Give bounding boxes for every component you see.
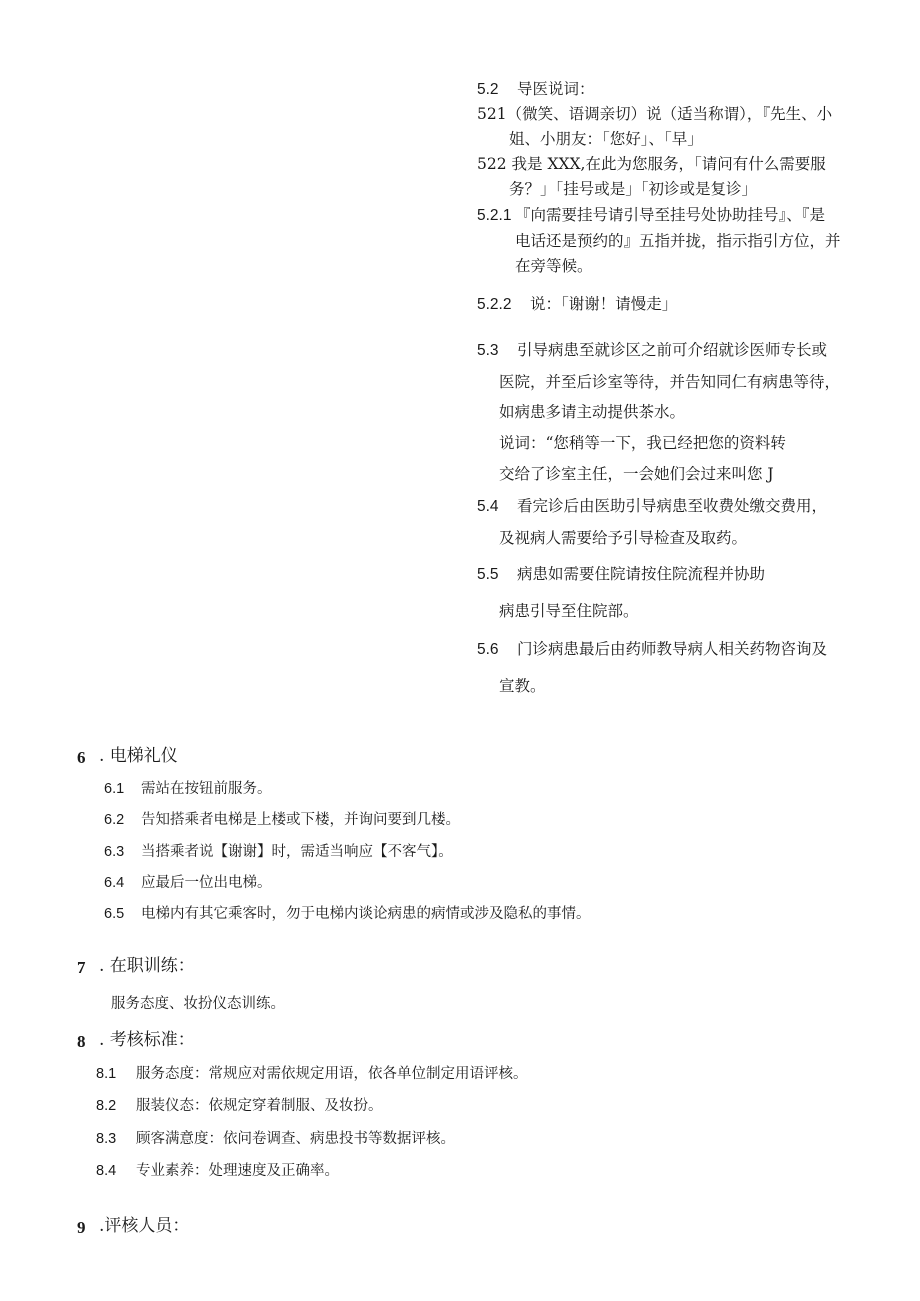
item-text: 顾客满意度：依问卷调查、病患投书等数据评核。 [136, 1131, 455, 1147]
section-title: . 考核标准： [99, 1030, 195, 1050]
item-number: 6.1 [104, 781, 125, 797]
item-text-line: 522 我是 XXX,在此为您服务，「请问有什么需要服 [477, 155, 826, 173]
section-body: 服务态度、妆扮仪态训练。 [111, 996, 285, 1012]
item-number: 5.4 [477, 498, 499, 515]
item-text: 告知搭乘者电梯是上楼或下楼，并询问要到几楼。 [141, 812, 460, 828]
item-number: 8.1 [96, 1066, 117, 1082]
item-number: 6.3 [104, 844, 125, 860]
item-text: 导医说词： [517, 80, 595, 98]
item-text: 专业素养：处理速度及正确率。 [136, 1163, 339, 1179]
section-title: . 电梯礼仪 [99, 746, 178, 766]
item-text-line: 521（微笑、语调亲切）说（适当称谓），『先生、小 [477, 105, 833, 123]
item-text-line: 务？」「挂号或是」「初诊或是复诊」 [509, 180, 758, 198]
item-text: 需站在按钮前服务。 [141, 781, 272, 797]
item-number: 8.3 [96, 1131, 117, 1147]
item-text-line: 电话还是预约的』五指并拢，指示指引方位，并 [515, 232, 841, 250]
item-text: 当搭乘者说【谢谢】时，需适当响应【不客气】。 [141, 844, 453, 860]
item-number: 8.4 [96, 1163, 117, 1179]
item-text-line: 病患如需要住院请按住院流程并协助 [517, 565, 766, 583]
item-text-line: 引导病患至就诊区之前可介绍就诊医师专长或 [517, 341, 828, 359]
item-text-line: 及视病人需要给予引导检查及取药。 [499, 529, 748, 547]
item-number: 6.2 [104, 812, 125, 828]
section-number: 7 [77, 958, 86, 977]
item-text-line: 看完诊后由医助引导病患至收费处缴交费用， [517, 497, 828, 515]
item-number: 6.4 [104, 875, 125, 891]
item-text-line: 医院，并至后诊室等待，并告知同仁有病患等待， [499, 373, 841, 391]
item-number: 8.2 [96, 1098, 117, 1114]
item-text-line: 宣教。 [499, 677, 546, 695]
item-text-line: 姐、小朋友：「您好」、「早」 [509, 130, 703, 148]
item-number: 5.2.2 [477, 296, 512, 313]
item-number: 6.5 [104, 906, 125, 922]
item-text-line: 交给了诊室主任，一会她们会过来叫您 J [499, 465, 774, 483]
item-text-line: 说词：“您稍等一下，我已经把您的资料转 [499, 434, 786, 452]
item-number: 5.2.1 [477, 207, 512, 224]
item-text: 说：「谢谢！请慢走」 [530, 295, 678, 313]
item-text-line: 门诊病患最后由药师教导病人相关药物咨询及 [517, 640, 828, 658]
item-number: 5.3 [477, 342, 499, 359]
item-text: 电梯内有其它乘客时，勿于电梯内谈论病患的病情或涉及隐私的事情。 [141, 906, 591, 922]
section-number: 6 [77, 748, 86, 767]
section-title: . 在职训练： [99, 956, 195, 976]
item-text: 应最后一位出电梯。 [141, 875, 272, 891]
section-number: 8 [77, 1032, 86, 1051]
item-number: 5.6 [477, 641, 499, 658]
item-text: 服装仪态：依规定穿着制服、及妆扮。 [136, 1098, 383, 1114]
item-text-line: 『向需要挂号请引导至挂号处协助挂号』、『是 [515, 206, 826, 224]
item-number: 5.5 [477, 566, 499, 583]
item-text-line: 病患引导至住院部。 [499, 602, 639, 620]
item-text-line: 在旁等候。 [515, 257, 593, 275]
section-number: 9 [77, 1218, 86, 1237]
item-number: 5.2 [477, 81, 499, 98]
section-title: .评核人员： [99, 1216, 190, 1236]
item-text-line: 如病患多请主动提供茶水。 [499, 403, 686, 421]
item-text: 服务态度：常规应对需依规定用语，依各单位制定用语评核。 [136, 1066, 528, 1082]
